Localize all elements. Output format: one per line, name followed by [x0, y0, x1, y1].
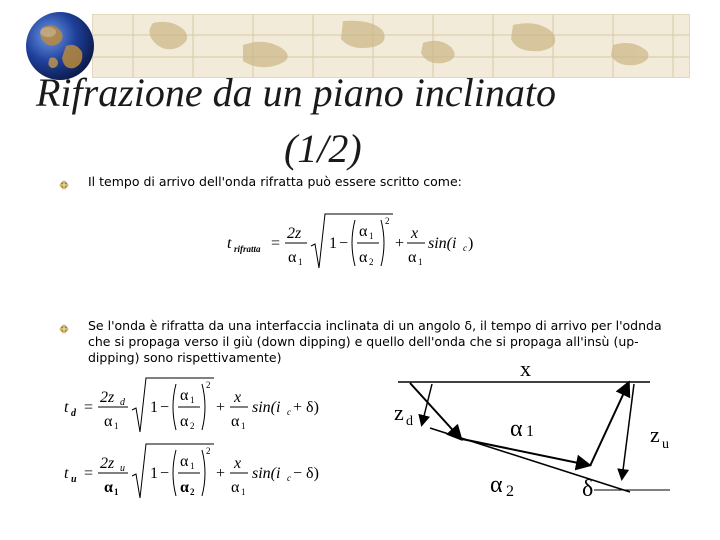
formula-lhs-sub: u: [71, 474, 77, 485]
label-zd-sub: d: [406, 414, 413, 429]
ray-up: [590, 384, 628, 466]
formula-ratio-num: α: [359, 223, 368, 240]
formula-den-sub: 1: [114, 421, 119, 431]
slide-title-line2: (1/2): [284, 126, 362, 171]
formula-num-sub: d: [120, 397, 125, 408]
label-zd: z: [394, 400, 404, 425]
formula-plus: +: [216, 399, 226, 416]
formula-ratio-num-sub: 1: [190, 395, 195, 405]
bullet-text-1: Il tempo di arrivo dell'onda rifratta può essere scritto come:: [88, 174, 462, 189]
header-banner: [92, 14, 690, 78]
formula-sin-sub: c: [287, 473, 291, 483]
formula-minus: −: [339, 235, 349, 252]
label-alpha2-sub: 2: [506, 483, 514, 500]
label-delta: δ: [582, 476, 594, 502]
label-alpha2: α: [490, 472, 503, 498]
formula-num: 2z: [100, 455, 115, 472]
formula-one: 1: [329, 235, 337, 252]
formula-ratio-den: α: [359, 249, 368, 266]
formula-ratio-num-sub: 1: [369, 231, 374, 241]
formula-ratio-den-sub: 2: [190, 487, 195, 497]
label-alpha1-sub: 1: [526, 423, 534, 440]
bullet-text-2-line3: dipping) sono rispettivamente): [88, 350, 282, 365]
perpendicular-zd: [422, 384, 432, 424]
label-x: x: [520, 356, 531, 381]
formula-down-dip: [62, 374, 342, 440]
formula-ratio-den: α: [180, 479, 189, 496]
formula-one: 1: [150, 465, 158, 482]
formula-den: α: [104, 413, 113, 430]
formula-eq: =: [271, 235, 281, 252]
formula-exp: 2: [206, 446, 211, 456]
bullet-text-2-line1: Se l'onda è rifratta da una interfaccia inclinata di un angolo δ, il tempo di arrivo per l'odnda: [88, 318, 662, 333]
formula-x-den: α: [231, 413, 240, 430]
formula-sin-sub: c: [463, 243, 467, 253]
bullet-icon: [58, 320, 70, 332]
formula-ratio-den-sub: 2: [369, 257, 374, 267]
formula-minus: −: [160, 465, 170, 482]
formula-lhs-sub: d: [71, 408, 76, 419]
map-pattern: [93, 15, 689, 77]
formula-num-sub: u: [120, 463, 125, 474]
formula-ratio-num: α: [180, 453, 189, 470]
formula-minus: −: [160, 399, 170, 416]
formula-sin-close: − δ): [293, 465, 319, 482]
formula-sin: sin(i: [252, 399, 281, 416]
formula-x-den-sub: 1: [241, 421, 246, 431]
formula-lhs-sub: rifratta: [234, 244, 261, 254]
perpendicular-zu: [622, 384, 634, 478]
formula-plus: +: [216, 465, 226, 482]
formula-sin-close: + δ): [293, 399, 319, 416]
bullet-icon: [58, 176, 70, 188]
formula-eq: =: [84, 399, 94, 416]
formula-x-den: α: [408, 249, 417, 266]
formula-x-den: α: [231, 479, 240, 496]
formula-ratio-den: α: [180, 413, 189, 430]
label-alpha1: α: [510, 416, 523, 442]
formula-ratio-num-sub: 1: [190, 461, 195, 471]
formula-num: 2z: [287, 225, 302, 242]
formula-sin-close: ): [468, 235, 474, 252]
formula-x-den-sub: 1: [418, 257, 423, 267]
formula-den-sub: 1: [114, 487, 119, 497]
formula-den-sub: 1: [298, 257, 303, 267]
formula-num: 2z: [100, 389, 115, 406]
formula-sin: sin(i: [428, 235, 457, 252]
formula-x-num: x: [234, 389, 242, 406]
formula-refracted: [225, 210, 485, 276]
formula-den: α: [288, 249, 297, 266]
bullet-text-2-line2: che si propaga verso il giù (down dipping) e quello dell'onda che si propaga all'insù (up-: [88, 334, 639, 349]
formula-den: α: [104, 479, 113, 496]
formula-lhs: t: [227, 235, 232, 252]
formula-x-den-sub: 1: [241, 487, 246, 497]
formula-plus: +: [395, 235, 405, 252]
label-zu-sub: u: [662, 437, 669, 452]
ray-along-interface: [462, 439, 588, 465]
formula-x-num: x: [411, 225, 419, 242]
formula-one: 1: [150, 399, 158, 416]
formula-up-dip: [62, 440, 342, 506]
formula-eq: =: [84, 465, 94, 482]
formula-sin-sub: c: [287, 407, 291, 417]
refraction-diagram: [380, 354, 700, 518]
formula-ratio-den-sub: 2: [190, 421, 195, 431]
formula-exp: 2: [385, 216, 390, 226]
formula-sin: sin(i: [252, 465, 281, 482]
formula-lhs: t: [64, 465, 69, 482]
formula-lhs: t: [64, 399, 69, 416]
formula-exp: 2: [206, 380, 211, 390]
formula-ratio-num: α: [180, 387, 189, 404]
formula-x-num: x: [234, 455, 242, 472]
label-zu: z: [650, 422, 660, 447]
slide-title-line1: Rifrazione da un piano inclinato: [36, 70, 556, 115]
